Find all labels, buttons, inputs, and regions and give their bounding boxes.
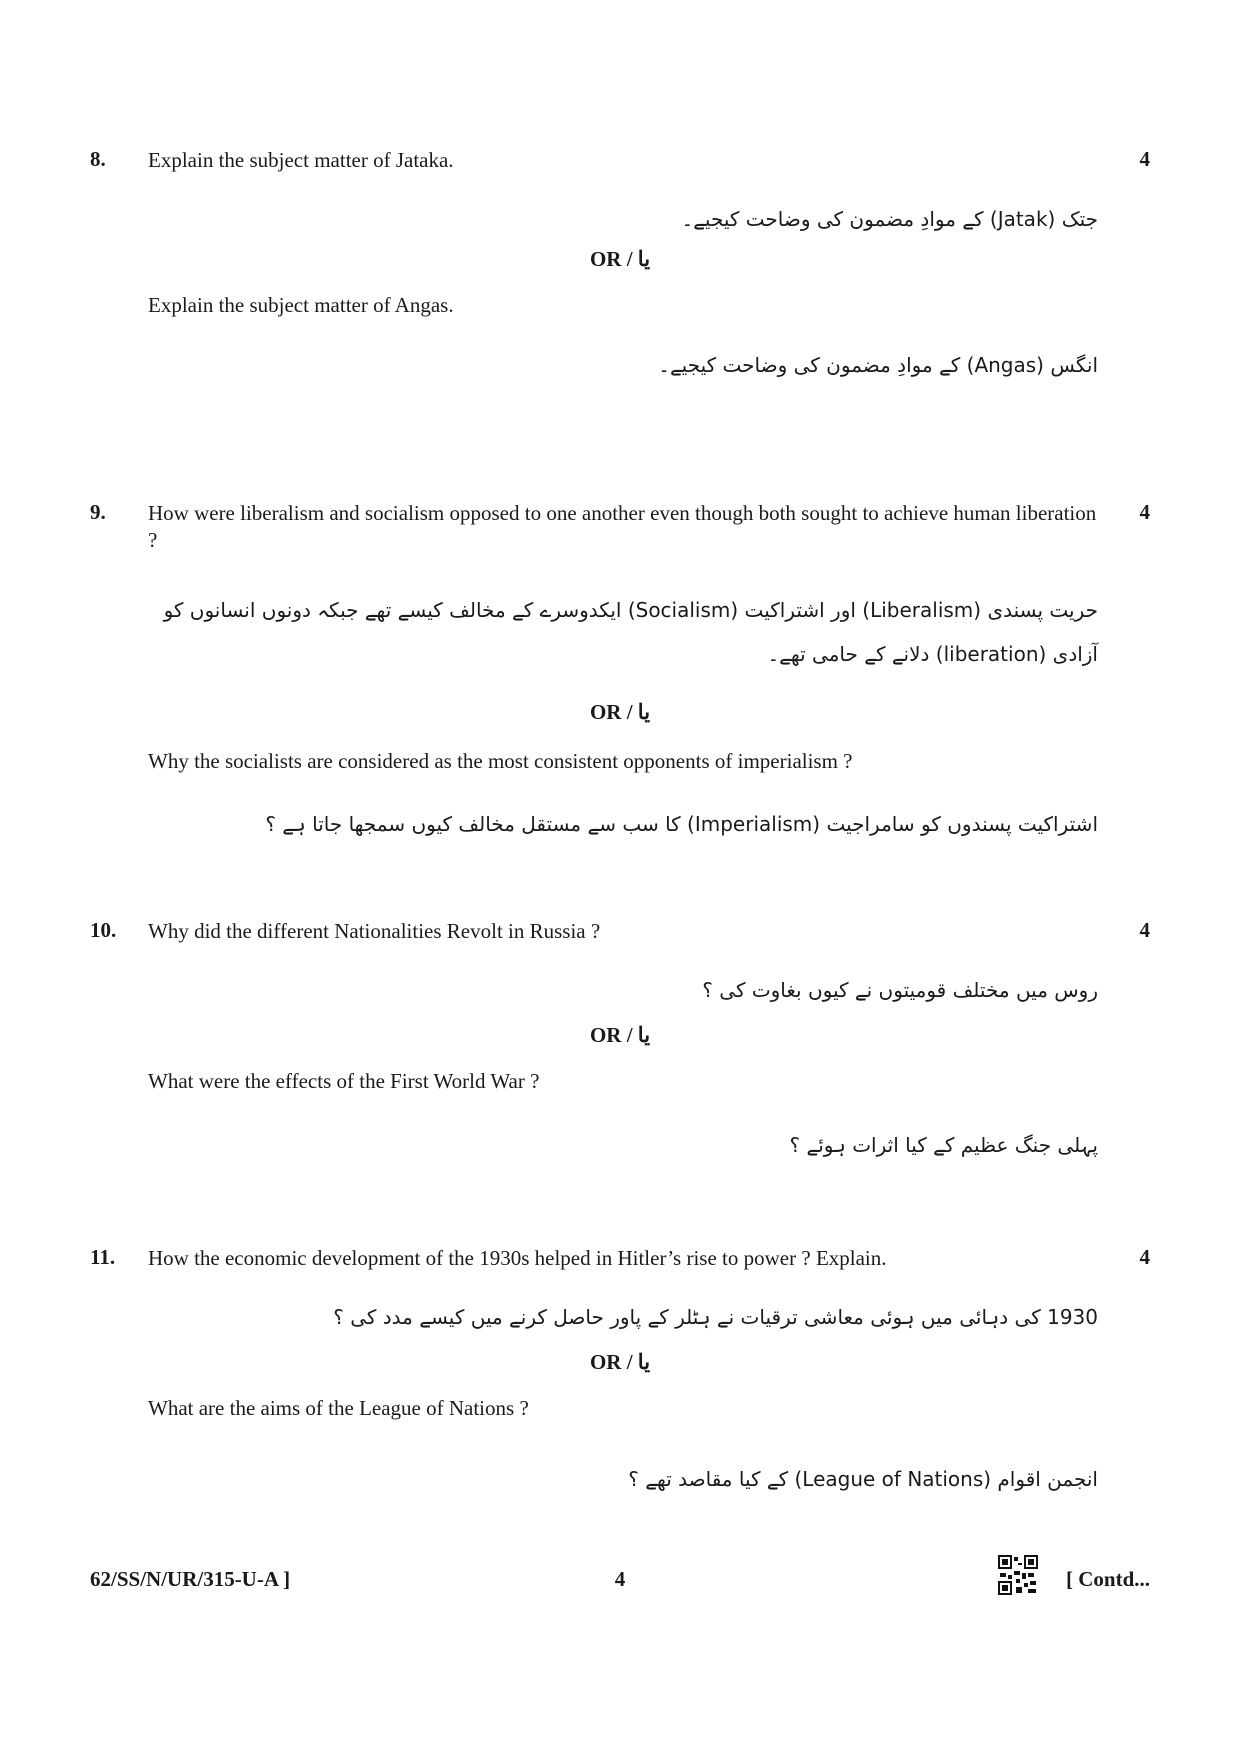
- page-number: 4: [614, 1567, 626, 1591]
- question-text-english: How were liberalism and socialism opposed to one another even though both sought to achieve human liberation ?: [148, 501, 1097, 552]
- question-marks: 4: [1139, 500, 1150, 524]
- or-separator: OR / یا: [589, 1350, 651, 1374]
- alt-question-urdu: پہلی جنگ عظیم کے کیا اثرات ہوئے ؟: [789, 1133, 1098, 1157]
- or-separator: OR / یا: [589, 247, 651, 271]
- continued-label: [ Contd...: [1065, 1567, 1150, 1591]
- alt-question-english: What were the effects of the First World War ?: [148, 1069, 540, 1093]
- alt-question-english: Explain the subject matter of Angas.: [148, 293, 454, 317]
- question-number: 11.: [90, 1245, 116, 1269]
- question-number: 9.: [90, 500, 106, 524]
- question-text-english: How the economic development of the 1930s helped in Hitler’s rise to power ? Explain.: [148, 1246, 887, 1270]
- question-text-urdu: 1930 کی دہائی میں ہوئی معاشی ترقیات نے ہٹلر کے پاور حاصل کرنے میں کیسے مدد کی ؟: [333, 1305, 1098, 1329]
- alt-question-english: Why the socialists are considered as the most consistent opponents of imperialism ?: [148, 749, 853, 773]
- question-text-urdu: روس میں مختلف قومیتوں نے کیوں بغاوت کی ؟: [702, 978, 1098, 1002]
- question-text-english: Why did the different Nationalities Revolt in Russia ?: [148, 919, 601, 943]
- question-text-english: Explain the subject matter of Jataka.: [148, 148, 454, 172]
- alt-question-english: What are the aims of the League of Nations ?: [148, 1396, 529, 1420]
- question-number: 10.: [90, 918, 117, 942]
- paper-code: 62/SS/N/UR/315-U-A ]: [90, 1567, 291, 1591]
- alt-question-urdu: انگس (Angas) کے موادِ مضمون کی وضاحت کیجیے۔: [658, 353, 1098, 377]
- or-separator: OR / یا: [589, 1023, 651, 1047]
- alt-question-urdu: اشتراکیت پسندوں کو سامراجیت (Imperialism) کا سب سے مستقل مخالف کیوں سمجھا جاتا ہے ؟: [265, 812, 1098, 836]
- page-footer: [90, 1567, 1150, 1603]
- question-number: 8.: [90, 147, 106, 171]
- question-marks: 4: [1139, 1245, 1150, 1269]
- qr-code-icon: [998, 1555, 1038, 1595]
- question-text-urdu: حریت پسندی (Liberalism) اور اشتراکیت (Socialism) ایکدوسرے کے مخالف کیسے تھے جبکہ دونوں انسانوں کو آزادی (liberation) دلانے کے حامی تھے۔: [163, 598, 1098, 666]
- question-marks: 4: [1139, 918, 1150, 942]
- or-separator: OR / یا: [589, 700, 651, 724]
- question-marks: 4: [1139, 147, 1150, 171]
- question-text-urdu: جتک (Jatak) کے موادِ مضمون کی وضاحت کیجیے۔: [681, 207, 1098, 231]
- alt-question-urdu: انجمن اقوام (League of Nations) کے کیا مقاصد تھے ؟: [628, 1467, 1098, 1491]
